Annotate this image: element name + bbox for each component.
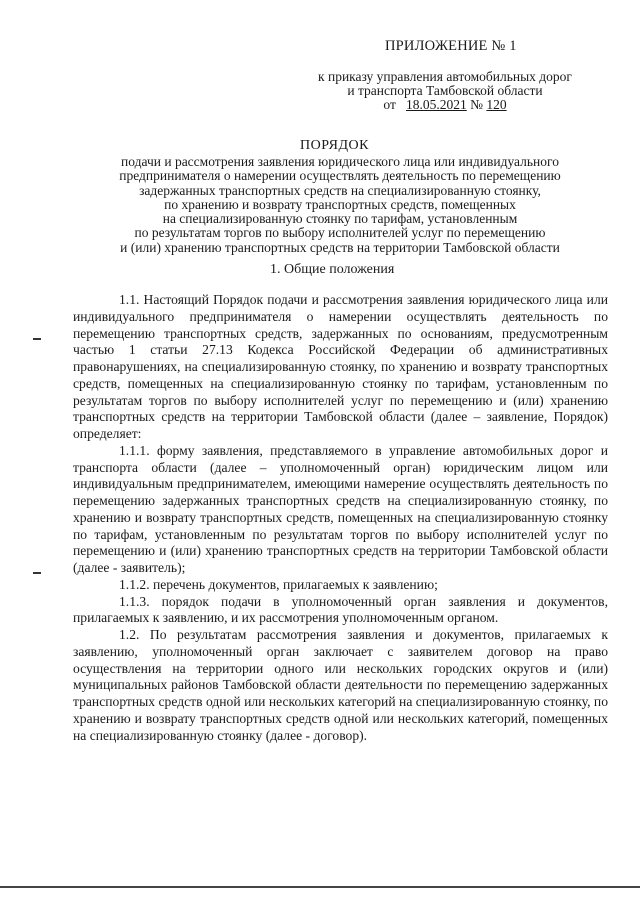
paragraph-1-1-2: 1.1.2. перечень документов, прилагаемых к заявлению; (119, 576, 438, 592)
subtitle-line: по результатам торгов по выбору исполнителей услуг по перемещению (134, 225, 546, 241)
scan-margin-mark (33, 572, 41, 574)
order-from-word: от (383, 97, 396, 112)
paragraph-1-1-3: 1.1.3. порядок подачи в уполномоченный орган заявления и документов, прилагаемых к заявлению, и их рассмотрения уполномоченным органом. (73, 593, 608, 626)
appendix-label: ПРИЛОЖЕНИЕ № 1 (385, 38, 517, 54)
order-ref-line3 (290, 98, 600, 112)
document-body (73, 292, 608, 744)
paragraph-1-1: 1.1. Настоящий Порядок подачи и рассмотрения заявления юридического лица или индивидуального предпринимателя о намерении осуществлять деятельность по перемещению транспортных средств, задержанных по основаниям, предусмотренным частью 1 статьи 27.13 Кодекса Российской Федерации об административных правонарушениях, на специализированную стоянку, по хранению и возврату транспортных средств, помещенных на специализированную стоянку по тарифам, установленным по результатам торгов по выбору исполнителей услуг по перемещению и (или) хранению транспортных средств на территории Тамбовской области (далее – заявление, Порядок) определяет: (73, 292, 608, 441)
order-reference (290, 70, 600, 112)
subtitle-line: задержанных транспортных средств на специализированную стоянку, (139, 182, 541, 198)
document-subtitle (80, 155, 600, 255)
subtitle-line: подачи и рассмотрения заявления юридического лица или индивидуального (121, 154, 559, 169)
page-bottom-rule (0, 886, 640, 888)
paragraph-1-1-1: 1.1.1. форму заявления, представляемого в управление автомобильных дорог и транспорта области (далее – уполномоченный орган) юридическим лицом или индивидуальным предпринимателем, имеющими намерение осуществлять деятельность по перемещению задержанных транспортных средств на специализированную стоянку, по хранению и возврату транспортных средств, помещенных на специализированную стоянку по тарифам, установленным по результатам торгов по выбору исполнителей услуг по перемещению и (или) хранению транспортных средств на территории Тамбовской области (далее - заявитель); (73, 442, 608, 575)
subtitle-line: предпринимателя о намерении осуществлять деятельность по перемещению (119, 168, 561, 184)
paragraph-1-2: 1.2. По результатам рассмотрения заявления и документов, прилагаемых к заявлению, уполномоченный орган заключает с заявителем договор на право осуществления на территории одного или нескольких городских округов и (или) муниципальных районов Тамбовской области деятельности по перемещению задержанных транспортных средств одной или нескольких категорий на специализированную стоянку, по хранению и возврату транспортных средств одной или нескольких категорий, помещенных на специализированную стоянку (далее - договор). (73, 627, 608, 743)
order-number: 120 (486, 97, 507, 112)
document-title: ПОРЯДОК (300, 138, 369, 153)
subtitle-line: и (или) хранению транспортных средств на территории Тамбовской области (120, 239, 560, 255)
order-number-sign: № (470, 97, 483, 112)
order-date: 18.05.2021 (405, 97, 467, 112)
subtitle-line: по хранению и возврату транспортных средств, помещенных (164, 196, 516, 212)
subtitle-line: на специализированную стоянку по тарифам, установленным (162, 211, 518, 227)
order-ref-line1: к приказу управления автомобильных дорог (318, 69, 572, 84)
section-heading: 1. Общие положения (270, 262, 395, 277)
order-ref-line2: и транспорта Тамбовской области (347, 83, 543, 98)
scan-margin-mark (33, 338, 41, 340)
